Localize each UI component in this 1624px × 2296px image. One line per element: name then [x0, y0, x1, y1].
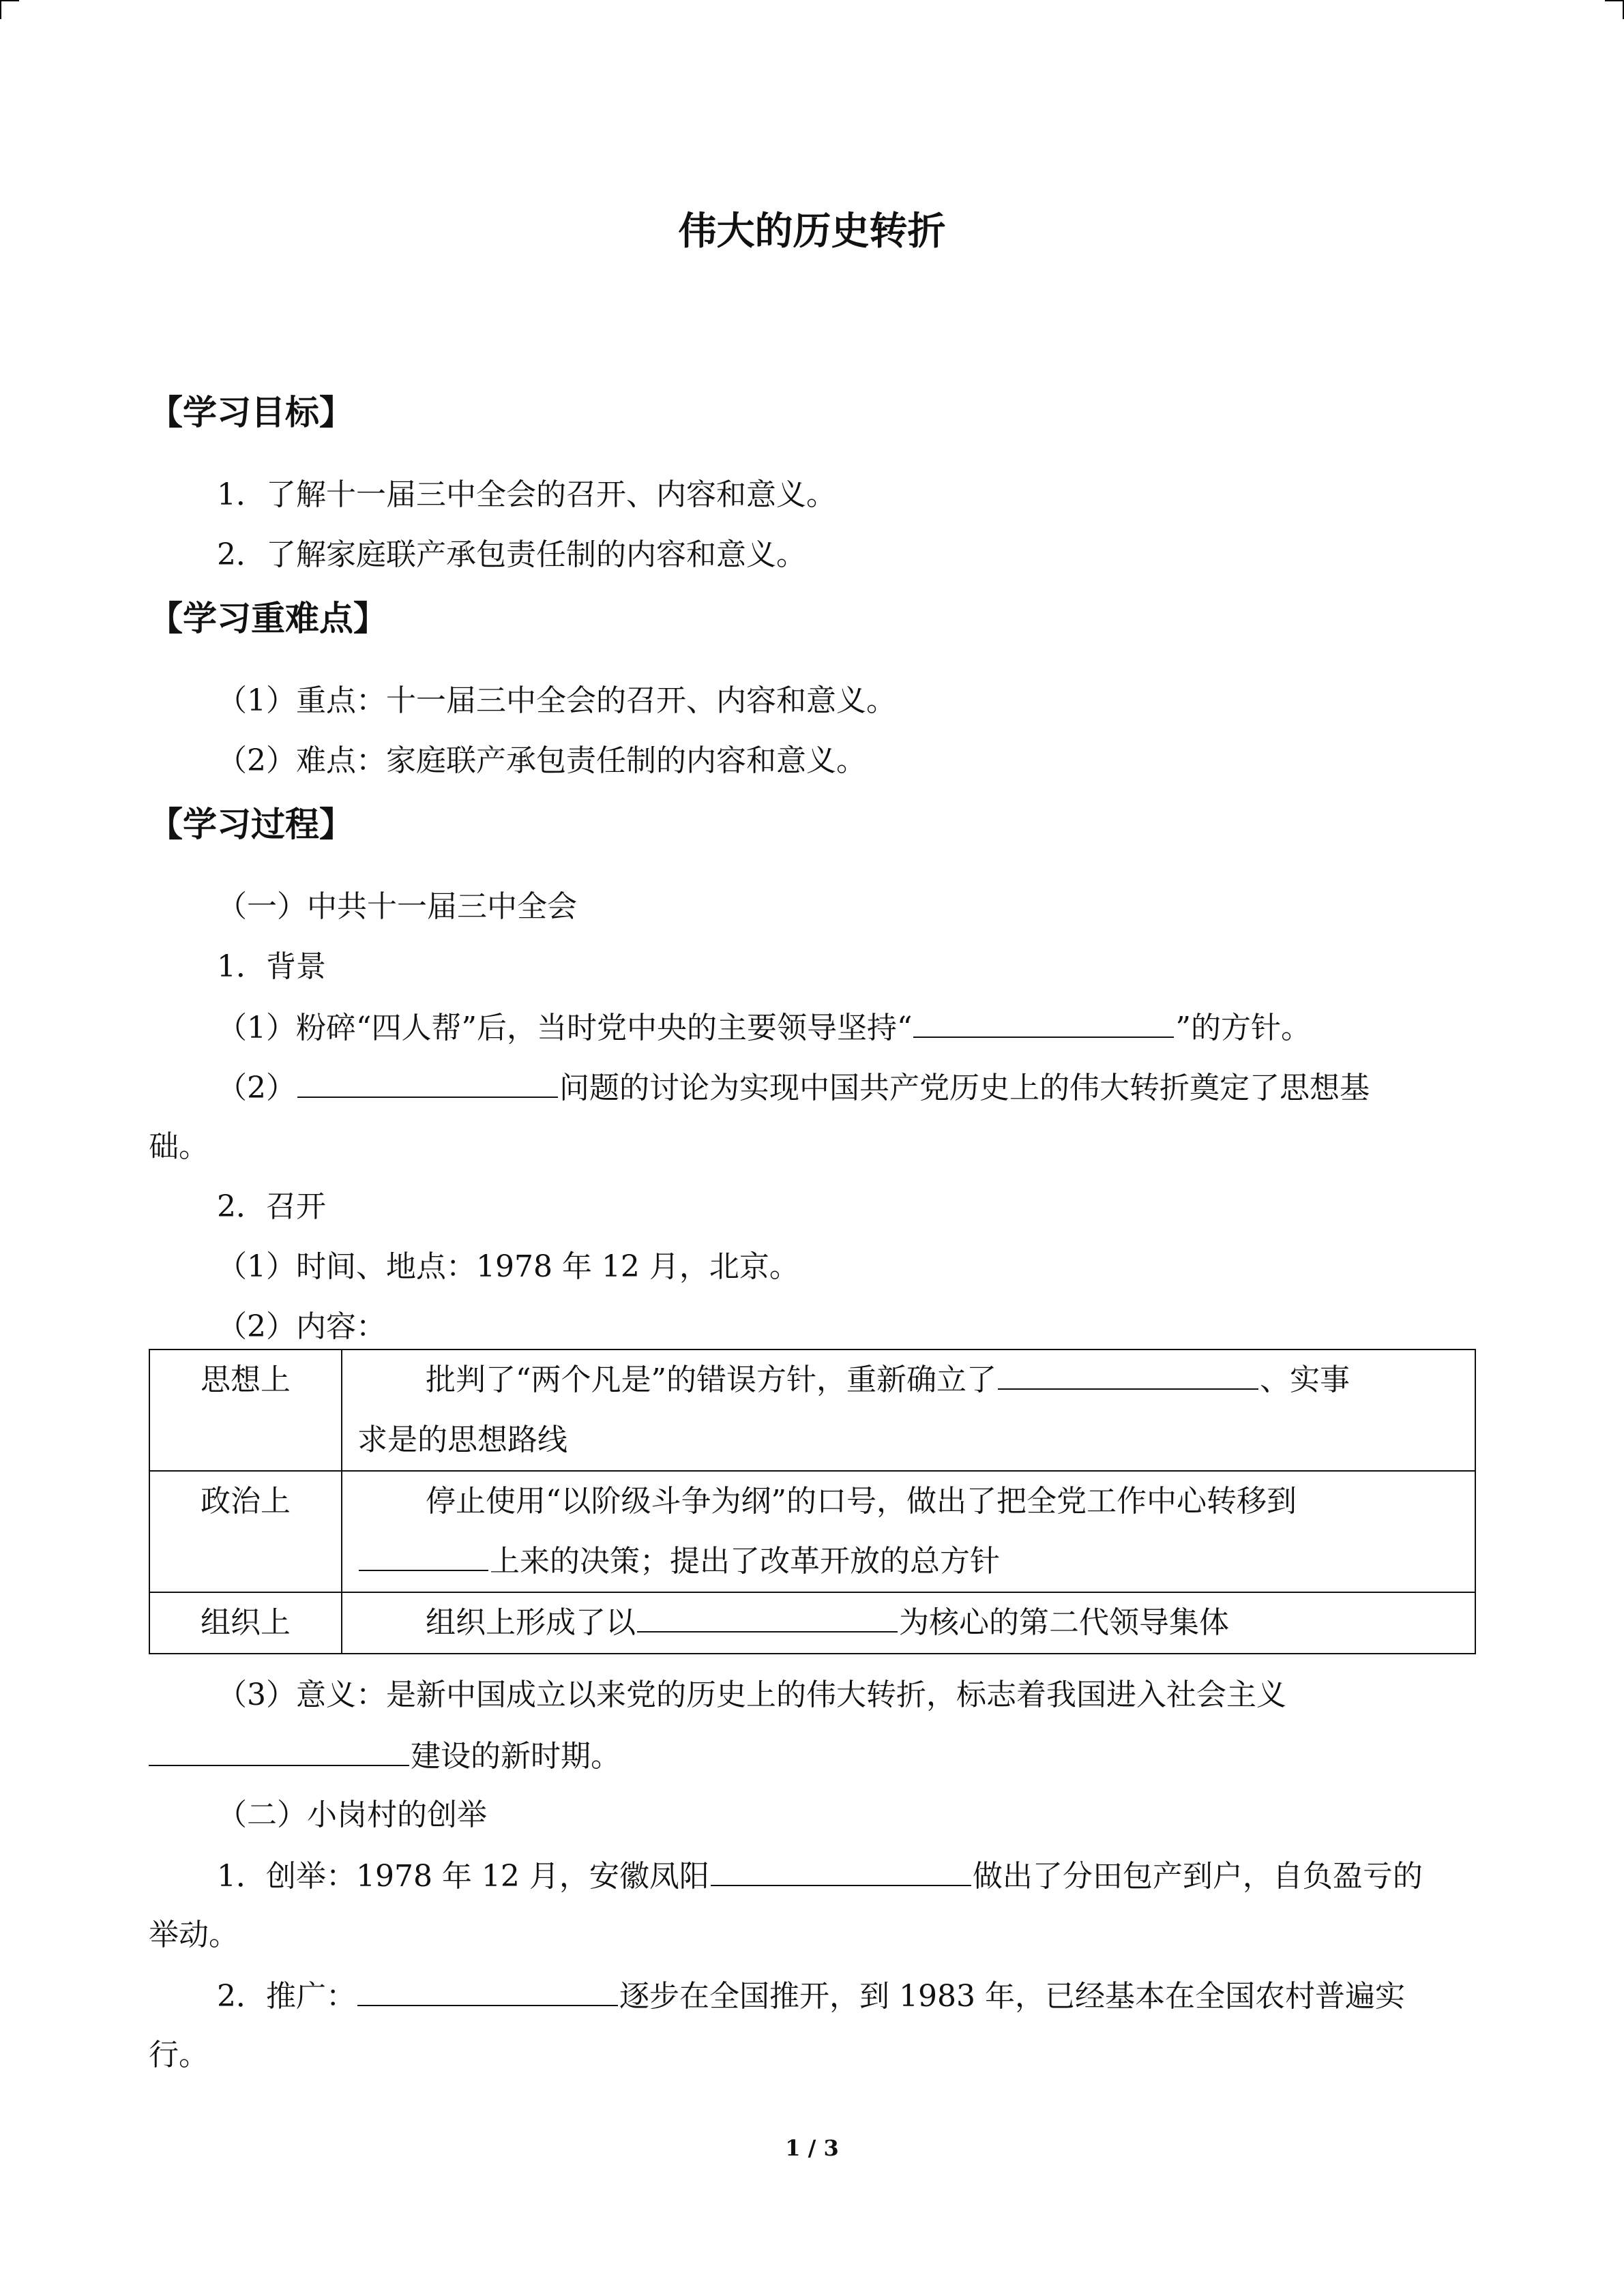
significance-wrap — [149, 1735, 621, 1777]
text-fragment: 2．推广： — [217, 1979, 356, 2014]
content-heading: （2）内容： — [217, 1309, 386, 1344]
promotion-wrap: 行。 — [149, 2038, 209, 2072]
table-row-label: 组织上 — [149, 1592, 342, 1654]
convene-heading: 2．召开 — [217, 1189, 326, 1224]
section-heading-key-points: 【学习重难点】 — [149, 599, 387, 638]
fill-in-blank[interactable] — [913, 1007, 1174, 1038]
table-row — [149, 1592, 1475, 1654]
key-point-item: （1）重点：十一届三中全会的召开、内容和意义。 — [217, 683, 896, 718]
fill-in-blank[interactable] — [149, 1735, 409, 1766]
text-fragment: 、实事 — [1260, 1362, 1350, 1397]
table-row-text — [342, 1350, 1475, 1471]
fill-in-blank[interactable] — [637, 1601, 898, 1632]
text-fragment: 停止使用“以阶级斗争为纲”的口号，做出了把全党工作中心转移到 — [426, 1484, 1297, 1519]
table-row-text — [342, 1471, 1475, 1592]
section-heading-process: 【学习过程】 — [149, 805, 353, 844]
text-fragment: （2） — [217, 1071, 296, 1105]
table-row-label: 政治上 — [149, 1471, 342, 1592]
fill-in-blank[interactable] — [297, 1067, 558, 1098]
crop-mark — [0, 0, 1, 19]
crop-mark — [0, 0, 19, 1]
background-item-1 — [217, 1007, 1311, 1049]
document-title: 伟大的历史转折 — [678, 209, 946, 254]
background-heading: 1．背景 — [217, 949, 326, 984]
objective-item: 1．了解十一届三中全会的召开、内容和意义。 — [217, 477, 836, 512]
crop-mark — [1605, 0, 1624, 1]
fill-in-blank[interactable] — [998, 1358, 1258, 1390]
text-fragment: ”的方针。 — [1175, 1011, 1311, 1045]
content-table — [149, 1349, 1476, 1654]
text-fragment: 为核心的第二代领导集体 — [899, 1605, 1229, 1640]
initiative-wrap: 举动。 — [149, 1918, 239, 1952]
text-fragment: 组织上形成了以 — [426, 1605, 636, 1640]
part2-heading: （二）小岗村的创举 — [217, 1798, 487, 1832]
initiative — [217, 1855, 1423, 1897]
section-heading-objectives: 【学习目标】 — [149, 393, 353, 432]
fill-in-blank[interactable] — [359, 1540, 488, 1571]
table-row-text — [342, 1592, 1475, 1654]
table-row — [149, 1471, 1475, 1592]
fill-in-blank[interactable] — [357, 1975, 618, 2006]
text-fragment: 建设的新时期。 — [411, 1739, 621, 1774]
text-fragment: 1．创举：1978 年 12 月，安徽凤阳 — [217, 1859, 709, 1894]
text-fragment: 批判了“两个凡是”的错误方针，重新确立了 — [426, 1362, 996, 1397]
fill-in-blank[interactable] — [711, 1855, 971, 1886]
page-number: 1 / 3 — [785, 2135, 839, 2161]
table-row — [149, 1350, 1475, 1471]
text-fragment: 求是的思想路线 — [357, 1422, 567, 1457]
text-fragment: 做出了分田包产到户，自负盈亏的 — [972, 1859, 1423, 1894]
text-fragment: 逐步在全国推开，到 1983 年，已经基本在全国农村普遍实 — [619, 1979, 1405, 2014]
part1-heading: （一）中共十一届三中全会 — [217, 889, 577, 924]
text-fragment: 上来的决策；提出了改革开放的总方针 — [490, 1544, 1000, 1579]
background-item-2-wrap: 础。 — [149, 1129, 209, 1164]
promotion — [217, 1975, 1405, 2017]
table-row-label: 思想上 — [149, 1350, 342, 1471]
objective-item: 2．了解家庭联产承包责任制的内容和意义。 — [217, 537, 806, 572]
text-fragment: 问题的讨论为实现中国共产党历史上的伟大转折奠定了思想基 — [559, 1071, 1370, 1105]
time-place: （1）时间、地点：1978 年 12 月，北京。 — [217, 1249, 799, 1284]
key-point-item: （2）难点：家庭联产承包责任制的内容和意义。 — [217, 743, 866, 778]
text-fragment: （1）粉碎“四人帮”后，当时党中央的主要领导坚持“ — [217, 1011, 913, 1045]
background-item-2 — [217, 1067, 1370, 1109]
significance: （3）意义：是新中国成立以来党的历史上的伟大转折，标志着我国进入社会主义 — [217, 1678, 1286, 1712]
